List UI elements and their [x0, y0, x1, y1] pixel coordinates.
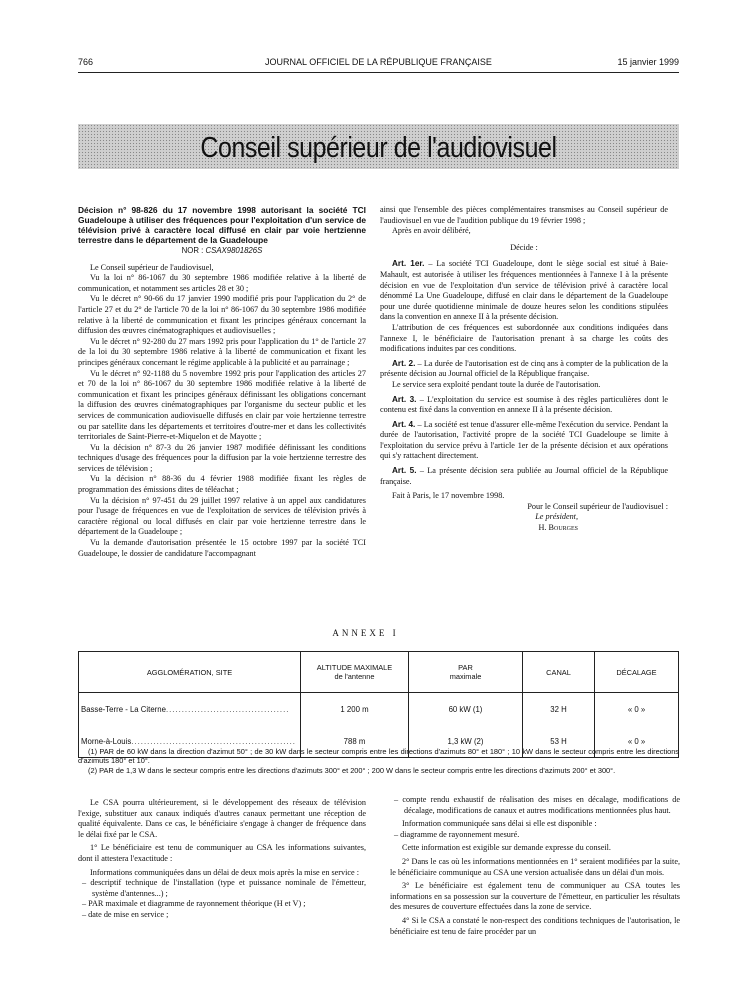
body-paragraph: Le CSA pourra ultérieurement, si le développement des réseaux de télévision l'exige, substituer aux canaux indiqués d'autres canaux permettant une réception de qualité équivalente. Dans ce cas, le bénéficiaire s'engage à changer de fréquence dans le délai fixé par le CSA.: [78, 798, 366, 839]
cell-canal: 32 H: [523, 693, 595, 726]
header-altitude-label: ALTITUDE MAXIMALE: [316, 663, 393, 672]
decision-recitals: [78, 263, 366, 560]
cell-decalage: « 0 »: [595, 725, 679, 758]
article-label: Art. 4.: [392, 419, 416, 429]
article-paragraph: [380, 259, 668, 323]
running-header: [78, 57, 679, 71]
conditions-column-1: [78, 795, 366, 921]
cell-par: 1,3 kW (2): [409, 725, 523, 758]
decision-title: Décision n° 98-826 du 17 novembre 1998 autorisant la société TCI Guadeloupe à utiliser des fréquences pour l'exploitation d'un service de télévision privé à caractère local diffusé en clair par voie hertzienne terrestre dans le département de la Guadeloupe: [78, 205, 366, 245]
decision-column-1: [78, 205, 366, 559]
article-paragraph: [380, 395, 668, 416]
recital-paragraph: Vu la décision n° 88-36 du 4 février 1988 modifiée fixant les règles de programmation des émissions dites de téléachat ;: [78, 474, 366, 495]
header-rule: [78, 72, 679, 73]
conditions-column-2: [390, 795, 680, 937]
article-text: – La société est tenue d'assurer elle-même l'exécution du service. Pendant la durée de l'autorisation, l'activité propre de la société TCI Guadeloupe se limite à l'exploitation du service prévu à l'article 1er de la présente décision et aux opérations qui s'y rattachent directement.: [380, 419, 668, 461]
site-name: Morne-à-Louis: [81, 736, 132, 746]
section-banner: [78, 124, 679, 169]
leader-dots: .......................................: [165, 704, 290, 714]
body-paragraph: Cette information est exigible sur demande expresse du conseil.: [402, 843, 611, 853]
signature-name: H. Bourges: [538, 523, 578, 533]
header-canal: CANAL: [523, 652, 595, 693]
leader-dots: ....................................................: [131, 736, 296, 746]
annex-footnotes: [78, 747, 679, 775]
article-extra: Le service sera exploité pendant toute la durée de l'autorisation.: [392, 379, 601, 389]
body-paragraph: Informations communiquées dans un délai de deux mois après la mise en service :: [90, 867, 359, 877]
table-row: [79, 693, 679, 726]
list-item: – compte rendu exhaustif de réalisation des mises en décalage, modifications de décalage, modifications de canaux et autres modifications mentionnées plus haut.: [394, 795, 680, 815]
recital-paragraph: Vu le décret n° 90-66 du 17 janvier 1990 modifié pris pour l'application du 2° de l'article 27 et du 2° de l'article 70 de la loi n° 86-1067 du 30 septembre 1986 modifiée relative à la liberté de communication et fixant les principes généraux concernant la diffusion des œuvres cinématographiques et audiovisuelles ;: [78, 294, 366, 336]
list-item: – descriptif technique de l'installation (type et puissance nominale de l'émetteur, système d'antennes...) ;: [82, 878, 366, 898]
recital-paragraph: ainsi que l'ensemble des pièces complémentaires transmises au Conseil supérieur de l'audiovisuel en vue de l'audition publique du 19 février 1998 ;: [380, 205, 668, 225]
decision-articles: [380, 205, 668, 534]
article-paragraph: [380, 420, 668, 462]
recital-paragraph: Vu le décret n° 92-1188 du 5 novembre 1992 pris pour l'application des articles 27 et 70 de la loi n° 86-1067 du 30 septembre 1986 modifiée relative à la liberté de communication et fixant les principes généraux définissant les obligations concernant la diffusion des œuvres cinématographiques par l'organisme du secteur public et les services de communication audiovisuelle diffusés en clair par voie hertzienne terrestre ou par satellite dans les départements et territoires d'outre-mer et dans les collectivités territoriales de Saint-Pierre-et-Miquelon et de Mayotte ;: [78, 368, 366, 442]
annex-table-header: [79, 652, 679, 693]
list-item: – date de mise en service ;: [82, 909, 169, 919]
site-name: Basse-Terre - La Citerne: [81, 704, 166, 714]
nor-label: NOR :: [181, 246, 204, 255]
journal-title: JOURNAL OFFICIEL DE LA RÉPUBLIQUE FRANÇAISE: [265, 57, 492, 67]
article-text: – La présente décision sera publiée au Journal officiel de la République française.: [380, 466, 668, 486]
cell-par: 60 kW (1): [409, 693, 523, 726]
list-item: – diagramme de rayonnement mesuré.: [394, 829, 520, 839]
article-label: Art. 5.: [392, 466, 417, 476]
header-par: [409, 652, 523, 693]
article-extra: L'attribution de ces fréquences est subordonnée aux conditions indiquées dans l'annexe I, le bénéficiaire de l'autorisation prenant à sa charge les coûts des modifications induites par ces conditions.: [380, 322, 668, 354]
article-label: Art. 1er.: [392, 259, 425, 269]
article-paragraph: [380, 359, 668, 380]
issue-date: 15 janvier 1999: [617, 57, 679, 67]
header-par-label: PAR: [458, 663, 473, 672]
body-paragraph: 3° Le bénéficiaire est également tenu de communiquer au CSA toutes les informations en sa possession sur la couverture de l'émetteur, en particulier les résultats des mesures de couverture effectuées dans la zone de service.: [390, 881, 680, 912]
recital-paragraph: Vu la loi n° 86-1067 du 30 septembre 1986 modifiée relative à la liberté de communication, et notamment ses articles 28 et 30 ;: [78, 273, 366, 293]
recital-paragraph: Vu la décision n° 97-451 du 29 juillet 1997 relative à un appel aux candidatures pour l'usage de fréquences en vue de l'exploitation de services de télévision privés à caractère régional ou local diffusés en clair par voie hertzienne terrestre dans le département de la Guadeloupe ;: [78, 495, 366, 537]
article-text: – La société TCI Guadeloupe, dont le siège social est situé à Baie-Mahault, est autorisée à utiliser les fréquences mentionnées à l'annexe I à la présente décision en vue de l'exploitation d'un service de télévision privé à caractère local dénommé La Une Guadeloupe, diffusé en clair dans le département de la Guadeloupe pour une durée quotidienne minimale de douze heures selon les conditions stipulées dans la convention en annexe II à la présente décision.: [380, 259, 668, 322]
article-label: Art. 2.: [392, 358, 416, 368]
nor-reference: [78, 246, 366, 257]
body-paragraph: 1° Le bénéficiaire est tenu de communiquer au CSA les informations suivantes, dont il attestera l'exactitude :: [78, 843, 366, 863]
header-altitude: [301, 652, 409, 693]
header-altitude-sub: de l'antenne: [334, 672, 375, 681]
annex-table: [78, 651, 679, 758]
header-par-sub: maximale: [449, 672, 482, 681]
decision-column-2: [380, 205, 668, 534]
signature-place-date: Fait à Paris, le 17 novembre 1998.: [392, 491, 505, 501]
decide-heading: Décide :: [510, 242, 538, 252]
signature-role: Le président,: [535, 512, 578, 522]
page-number: 766: [78, 57, 94, 67]
annex-title: ANNEXE I: [332, 628, 399, 638]
section-title: Conseil supérieur de l'audiovisuel: [200, 132, 557, 164]
signature-for: Pour le Conseil supérieur de l'audiovisuel :: [527, 501, 668, 511]
article-label: Art. 3.: [392, 394, 417, 404]
recital-paragraph: Le Conseil supérieur de l'audiovisuel,: [90, 262, 214, 272]
body-paragraph: 2° Dans le cas où les informations mentionnées en 1° seraient modifiées par la suite, le bénéficiaire communique au CSA une version actualisée dans un délai d'un mois.: [390, 856, 680, 877]
body-paragraph: 4° Si le CSA a constaté le non-respect des conditions techniques de l'autorisation, le bénéficiaire est tenu de faire procéder par un: [390, 915, 680, 936]
footnote: (1) PAR de 60 kW dans la direction d'azimut 50° ; de 30 kW dans le secteur compris entre les directions d'azimuts 80° et 180° ; 10 kW dans le secteur compris entre les directions d'azimuts 180° et 10°.: [78, 747, 679, 766]
header-decalage: DÉCALAGE: [595, 652, 679, 693]
cell-site: [79, 693, 301, 726]
list-item: – PAR maximale et diagramme de rayonnement théorique (H et V) ;: [82, 899, 306, 909]
article-text: – La durée de l'autorisation est de cinq ans à compter de la publication de la présente décision au Journal officiel de la République française.: [380, 358, 668, 379]
header-site: AGGLOMÉRATION, SITE: [79, 652, 301, 693]
recital-paragraph: Vu le décret n° 92-280 du 27 mars 1992 pris pour l'application du 1° de l'article 27 de la loi du 30 septembre 1986 relative à la liberté de communication et fixant les principes généraux concernant le régime applicable à la publicité et au parrainage ;: [78, 336, 366, 367]
body-paragraph: Information communiquée sans délai si elle est disponible :: [402, 819, 597, 829]
nor-code: CSAX9801826S: [205, 246, 263, 255]
cell-decalage: « 0 »: [595, 693, 679, 726]
article-paragraph: [380, 466, 668, 487]
footnote: (2) PAR de 1,3 W dans le secteur compris entre les directions d'azimuts 300° et 200° ; 200 W dans le secteur compris entre les directions d'azimuts 200° et 300°.: [88, 765, 616, 775]
recital-paragraph: Vu la demande d'autorisation présentée le 15 octobre 1997 par la société TCI Guadeloupe, le dossier de candidature l'accompagnant: [78, 538, 366, 558]
recital-paragraph: Après en avoir délibéré,: [392, 226, 471, 236]
article-text: – L'exploitation du service est soumise à des règles particulières dont le contenu est fixé dans la convention en annexe II à la présente décision.: [380, 394, 668, 415]
cell-altitude: 788 m: [301, 725, 409, 758]
cell-altitude: 1 200 m: [301, 693, 409, 726]
cell-canal: 53 H: [523, 725, 595, 758]
recital-paragraph: Vu la décision n° 87-3 du 26 janvier 1987 modifiée définissant les conditions techniques d'usage des fréquences pour la diffusion par la voie hertzienne terrestre des services de télévision ;: [78, 442, 366, 473]
